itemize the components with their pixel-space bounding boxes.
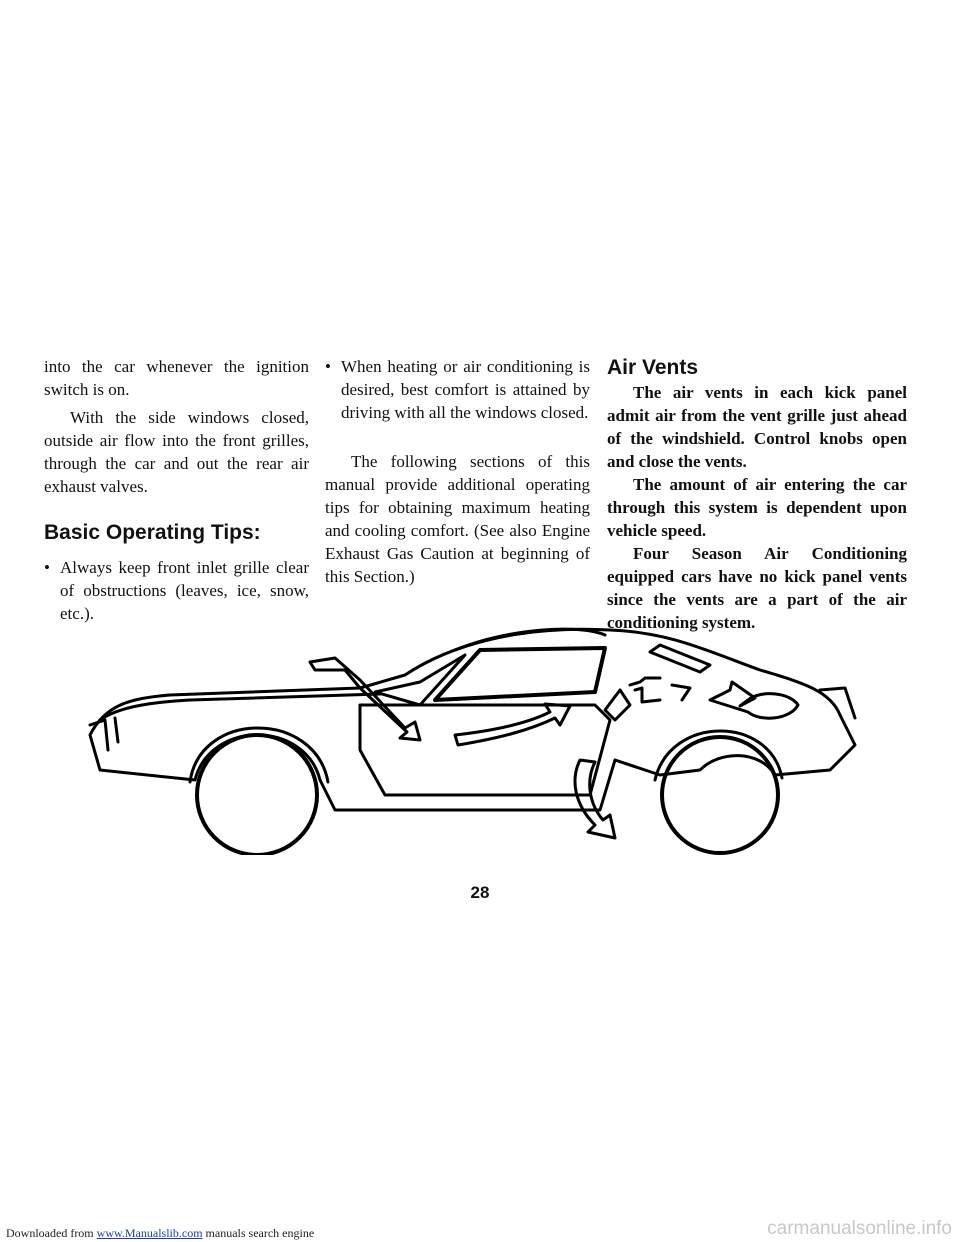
vent-symbol — [630, 678, 690, 702]
column-middle — [325, 355, 590, 588]
section-heading: Air Vents — [607, 356, 699, 379]
bullet-icon: • — [325, 357, 331, 376]
window-frame — [435, 648, 605, 700]
rear-vent-arrow — [710, 682, 798, 718]
bullet-text: Always keep front inlet grille clear of obstructions (leaves, ice, snow, etc.). — [60, 558, 309, 623]
manualslib-link[interactable]: www.Manualslib.com — [96, 1226, 203, 1240]
front-wheel — [197, 735, 317, 855]
paragraph: into the car whenever the ignition switch is on. — [44, 357, 309, 399]
paragraph: Four Season Air Conditioning equipped cars have no kick panel vents since the vents are a part of the air conditioning system. — [607, 544, 907, 632]
column-left — [44, 355, 309, 625]
column-right — [607, 355, 907, 634]
section-heading: Basic Operating Tips: — [44, 521, 261, 544]
footer-prefix: Downloaded from — [6, 1226, 97, 1240]
car-airflow-diagram-icon — [60, 610, 900, 855]
bullet-text: When heating or air conditioning is desired, best comfort is attained by driving with all the windows closed. — [341, 357, 590, 422]
download-footer — [6, 1226, 314, 1240]
paragraph: With the side windows closed, outside air flow into the front grilles, through the car and out the rear air exhaust valves. — [44, 408, 309, 496]
bullet-item — [325, 355, 590, 424]
footer-suffix: manuals search engine — [202, 1226, 315, 1240]
paragraph: The air vents in each kick panel admit air from the vent grille just ahead of the windshield. Control knobs open and close the vents. — [607, 383, 907, 471]
door-arrow-2 — [605, 690, 630, 720]
paragraph: The amount of air entering the car through this system is dependent upon vehicle speed. — [607, 475, 907, 540]
rear-wheel — [662, 737, 778, 853]
rear-spoiler — [820, 688, 855, 718]
watermark: carmanualsonline.info — [767, 1218, 952, 1239]
page-number: 28 — [470, 883, 490, 902]
paragraph: The following sections of this manual provide additional operating tips for obtaining maximum heating and cooling comfort. (See also Engine Exhaust Gas Caution at beginning of this Section.) — [325, 452, 590, 586]
bullet-icon: • — [44, 558, 50, 577]
cabin-arrow — [455, 704, 570, 745]
